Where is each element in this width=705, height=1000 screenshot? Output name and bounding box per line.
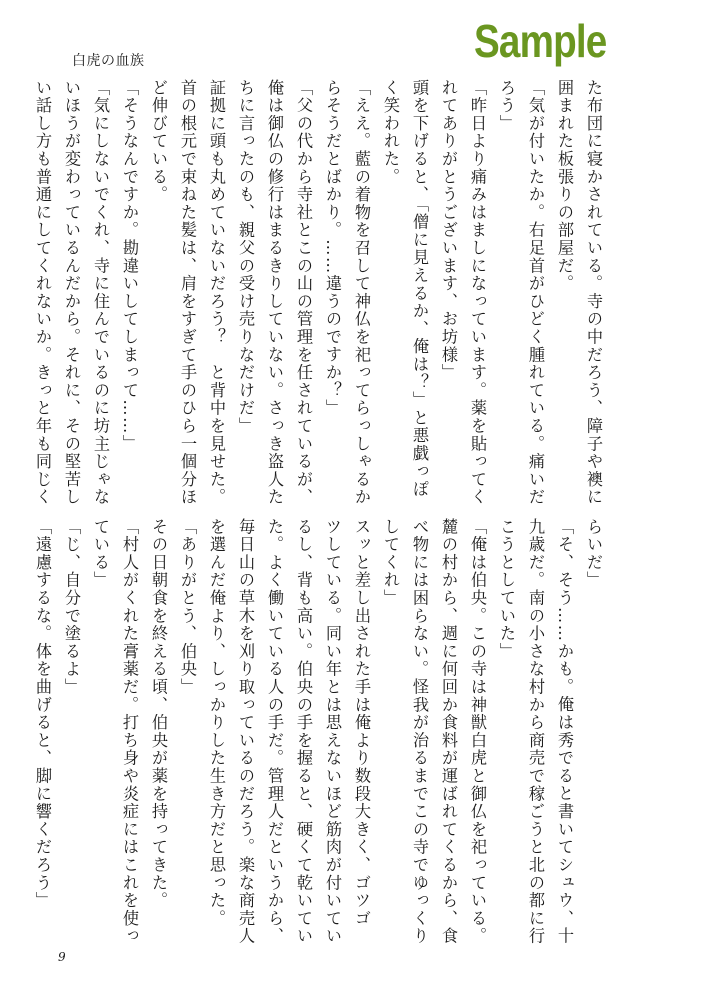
text-column: を選んだ俺より、しっかりした生き方だと思った。 [207,518,226,928]
text-column: ろう」 [497,79,516,133]
text-column: 「そうなんですか。勘違いしてしまって……」 [120,79,139,453]
text-column: 毎日山の草木を刈り取っているのだろう。楽な商売人 [236,518,255,946]
text-column: 「村人がくれた膏薬だ。打ち身や炎症にはこれを使っ [120,518,139,946]
text-column: 「ええ。藍の着物を召して神仏を祀ってらっしゃるか [352,79,371,507]
text-column: べ物には困らない。怪我が治るまでこの寺でゆっくり [410,518,429,946]
text-column: 麓の村から、週に何回か食料が運ばれてくるから、食 [439,518,458,946]
text-column: してくれ」 [381,518,400,607]
sample-watermark: Sample [474,15,607,67]
body-text-upper-half [33,79,608,507]
text-column: 「気が付いたか。右足首がひどく腫れている。痛いだ [526,79,545,507]
text-column: た。よく働いている人の手だ。管理人だというから、 [265,518,284,946]
text-column: 頭を下げると、「僧に見えるか、俺は？」と悪戯っぽ [410,79,429,499]
text-column: こうとしていた」 [497,518,516,661]
text-column: い話し方も普通にしてくれないか。きっと年も同じく [33,79,52,507]
text-column: 俺は御仏の修行はまるきりしていない。さっき盗人た [265,79,284,507]
text-column: スッと差し出された手は俺より数段大きく、ゴツゴ [352,518,371,928]
text-column: 「遠慮するな。体を曲げると、脚に響くだろう」 [33,518,52,910]
text-column: らいだ」 [584,518,603,590]
text-column: いほうが変わっているんだから。それに、その堅苦し [62,79,81,507]
text-column: 「そ、そう……かも。俺は秀でると書いてシュウ、十 [555,518,574,946]
text-column: 「父の代から寺社とこの山の管理を任されているが、 [294,79,313,507]
text-column: れてありがとうございます、お坊様」 [439,79,458,382]
text-column: た布団に寝かされている。寺の中だろう、障子や襖に [584,79,603,507]
text-column: ツしている。同い年とは思えないほど筋肉が付いてい [323,518,342,946]
text-column: るし、背も高い。伯央の手を握ると、硬くて乾いてい [294,518,313,946]
text-column: らそうだとばかり。……違うのですか？」 [323,79,342,418]
body-text-lower-half [33,518,608,946]
text-column: 囲まれた板張りの部屋だ。 [555,79,574,293]
text-column: 首の根元で束ねた髪は、肩をすぎて手のひら一個分ほ [178,79,197,507]
text-column: く笑われた。 [381,79,400,186]
running-header-title: 白虎の血族 [72,53,145,69]
text-column: 九歳だ。南の小さな村から商売で稼ごうと北の都に行 [526,518,545,946]
text-column: 「気にしないでくれ、寺に住んでいるのに坊主じゃな [91,79,110,507]
text-column: 「昨日より痛みはましになっています。薬を貼ってく [468,79,487,507]
text-column: 「ありがとう、伯央」 [178,518,197,696]
text-column: ちに言ったのも、親父の受け売りなだけだ」 [236,79,255,435]
text-column: 証拠に頭も丸めていないだろう？ と背中を見せた。 [207,79,226,507]
text-column: 「俺は伯央。この寺は神獣白虎と御仏を祀っている。 [468,518,487,946]
text-column: ど伸びている。 [149,79,168,204]
text-column: ている」 [91,518,110,590]
text-column: 「じ、自分で塗るよ」 [62,518,81,696]
text-column: その日朝食を終える頃、伯央が薬を持ってきた。 [149,518,168,910]
page-number: 9 [58,950,66,964]
